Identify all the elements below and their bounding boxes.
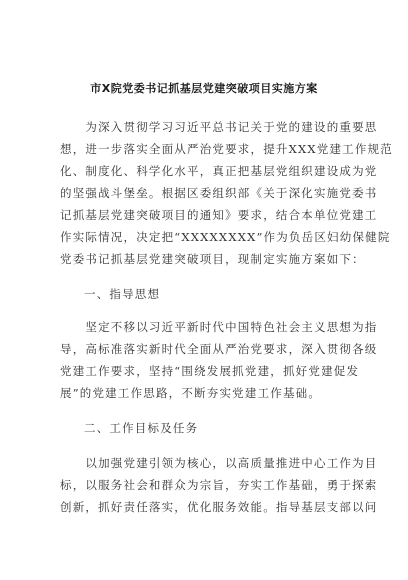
paragraph-line: 导，高标准落实新时代全面从严治党要求，深入贯彻各级 <box>60 342 378 356</box>
intro-line: 党委书记抓基层党建突破项目，现制定实施方案如下： <box>60 252 365 266</box>
paragraph-line: 坚定不移以习近平新时代中国特色社会主义思想为指 <box>60 320 378 334</box>
paragraph-line: 标，以服务社会和群众为宗旨，夯实工作基础，勇于探索 <box>60 478 378 492</box>
intro-line: 的坚强战斗堡垒。根据区委组织部《关于深化实施党委书 <box>60 186 378 200</box>
paragraph-line: 创新，抓好责任落实，优化服务效能。指导基层支部以问 <box>60 500 378 514</box>
intro-line: 记抓基层党建突破项目的通知》要求，结合本单位党建工 <box>60 208 378 222</box>
section-heading-goals-tasks: 二、工作目标及任务 <box>84 421 199 435</box>
intro-line: 为深入贯彻学习习近平总书记关于党的建设的重要思 <box>60 120 378 134</box>
intro-paragraph <box>60 116 393 270</box>
intro-line: 作实际情况，决定把“XXXXXXXX”作为负岳区妇幼保健院 <box>60 230 391 244</box>
paragraph-line: 党建工作要求，坚持“围绕发展抓党建，抓好党建促发 <box>60 364 360 378</box>
paragraph-line: 展”的党建工作思路，不断夯实党建工作基础。 <box>60 386 322 400</box>
intro-line: 化、制度化、科学化水平，真正把基层党组织建设成为党 <box>60 164 378 178</box>
section-heading-guiding-thought: 一、指导思想 <box>84 287 161 301</box>
goals-tasks-paragraph <box>60 452 378 518</box>
paragraph-line: 以加强党建引领为核心，以高质量推进中心工作为目 <box>60 456 378 470</box>
intro-line: 想，进一步落实全面从严治党要求，提升XXX党建工作规范 <box>60 142 393 156</box>
guiding-thought-paragraph <box>60 316 378 404</box>
document-title: 市X院党委书记抓基层党建突破项目实施方案 <box>90 82 318 95</box>
